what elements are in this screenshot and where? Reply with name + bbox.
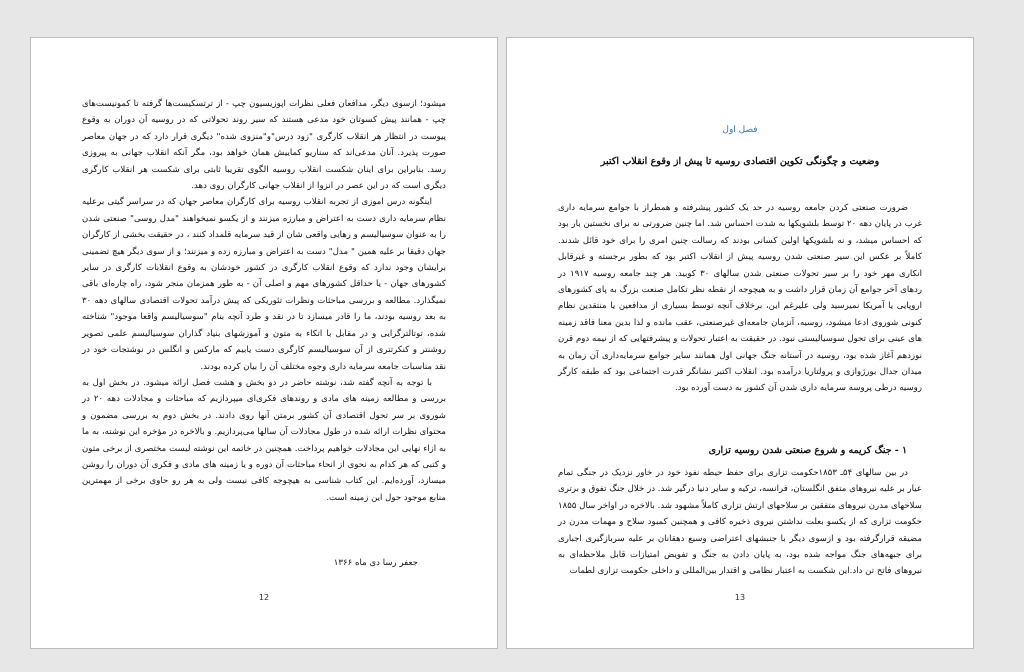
paragraph: اینگونه درس اموزی از تجربه انقلاب روسیه برای کارگران معاصر جهان که در سراسر گیتی برعلیه نظام سرمایه داری دست به اعتراض و مبارزه میزنند و از یکسو نمیخواهند "مدل روسی" صنعتی شدن را به عنوان سوسیالیسم و رهایی واقعی شان از قید سرمایه قلمداد کنند ، در حقیقت بخشی از کارگران جهان دقیقا بر علیه همین " مدل" دست به اعتراض و مبارزه زده و میزنند؛ و از سوی دیگر هیچ تضمینی برایشان وجود ندارد که وقوع انقلاب کارگری در کشور خودشان به وقوع انقلابات کارگری در سایر کشورهای جهان - یا حداقل کشورهای مهم و اصلی آن - به طور همزمان منجر شود، راه چاره‌ای باقی نمیگذارد. مطالعه و بررسی مباحثات ونظرات تئوریکی که پیش درآمد تحولات اقتصادی سالهای دهه ۳۰ به بعد روسیه بودند، ما را قادر میسازد تا در نقد و طرد آنچه بنام "سوسیالیسم واقعا موجود" شناخته شده، توتالترگرایی و در مقابل با اتکاء به متون و آموزشهای بنیاد گذاران سوسیالیسم علمی تصویر روشنتر و کنکرتتری از آن سوسیالیسم کارگری دست یابیم که مارکس و انگلس در نوشتجات خود در نقد مناسبات جامعه سرمایه داری وجوه مختلف آن را بیان کرده بودند. [82, 197, 446, 372]
chapter-intro [558, 200, 922, 397]
section-body [558, 465, 922, 580]
page-number: 12 [258, 593, 270, 602]
paragraph: با توجه به آنچه گفته شد، نوشته حاضر در دو بخش و هشت فصل ارائه میشود. در بخش اول به بررسی و مطالعه زمینه های مادی و روندهای فکری‌ای میپردازیم که مباحثات و مجادلات دهه ۲۰ در شوروی بر سر تحول اقتصادی آن کشور برمتن آنها روی دادند. در بخش دوم به بررسی مضمون و محتوای نظرات ارائه شده در طول مجادلات آن سالها می‌پردازیم. و بالاخره در مؤخره این نوشته، به ما به ازاء نهایی این مجادلات خواهیم پرداخت. همچنین در خاتمه این نوشته لیست مختصری از برخی متون و کتبی که هر کدام به نحوی از انحاء مباحثات آن دوره و یا زمینه های مادی و فکری آن دوران را روشن میسازد، آورده‌ایم. این کتاب شناسی به هیچوجه کافی نیست ولی به هر رو حاوی برخی از مهمترین منابع موجود حول این زمینه است. [82, 377, 446, 503]
chapter-title: وضعیت و چگونگی تکوین اقتصادی روسیه تا پیش از وقوع انقلاب اکتبر [600, 156, 880, 167]
paragraph: میشود؛ ازسوی دیگر، مدافعان فعلی نظرات اپوزیسیون چپ - از ترتسکیست‌ها گرفته تا کمونیست‌های چپ - همانند پیش کسوتان خود مدعی هستند که سیر روند تحولاتی که در روسیه آن دوران به وقوع پیوست در انتظار هر انقلاب کارگری "زود درس"و"منزوی شده" دیگری قرار دارد که در جهان معاصر صورت پذیرد. آنان مدعی‌اند که سناریو کماییش همان خواهد بود، مگر آنکه انقلاب جهانی به پیروزی رسد. بنابراین برای اینان شکست انقلاب روسیه الگوی تقریبا ثابتی برای شکست هر انقلاب کارگری دیگری است که در این عصر در انزوا از انقلاب جهانی کارگران روی دهد. [82, 99, 446, 192]
right-page [506, 37, 974, 649]
page-number: 13 [734, 593, 746, 602]
left-page-body [82, 96, 446, 506]
chapter-label: فصل اول [722, 125, 758, 135]
section-heading: ۱ - جنگ کریمه و شروع صنعتی شدن روسیه تزاری [708, 445, 907, 456]
left-page [30, 37, 498, 649]
paragraph: ضرورت صنعتی کردن جامعه روسیه در حد یک کشور پیشرفته و همطراز با جوامع سرمایه داری غرب در پایان دهه ۲۰ توسط بلشویکها به شدت احساس شد. اما چنین ضرورتی نه برای نخستین بار بود که احساس میشد، و نه بلشویکها اولین کسانی بودند که رسالت چنین امری را برای خود قائل شدند. کاملاً بر عکس این سیر صنعتی شدن روسیه پیش از انقلاب اکتبر بود که بطور برجسته و غیرقابل انکاری مهر خود را بر سیر تحولات صنعتی شدن سالهای ۳۰ کوبید. هر چند جامعه روسیه ۱۹۱۷ در ردهای آخر جوامع آن زمان قرار داشت و به هیچوجه از نقطه نظر تکامل صنعت بزرگ به پای کشورهای اروپایی یا آمریکا نمیرسید ولی علیرغم این، برخلاف آنچه توسط بسیاری از مدافعین یا منتقدین نظام کنونی شوروی ادعا میشود، روسیه، آنزمان جامعه‌ای غیرصنعتی، عقب مانده و لذا بدین معنا فاقد زمینه های عینی برای تحول سوسیالیستی نبود. در حقیقت به اعتبار تحولات و پیشرفتهایی که از نیمه دوم قرن نوزدهم آغاز شده بود، روسیه در آستانه جنگ جهانی اول همانند سایر جوامع سرمایه‌داری آن زمان به میدان جدال بورژوازی و پرولتاریا درآمده بود. انقلاب اکتبر نشانگر قدرت اجتماعی بود که طبقه کارگر روسیه درطی پروسه سرمایه داری شدن آن کشور به دست آورده بود. [558, 203, 923, 394]
paragraph: در بین سالهای ۵۴ـ ۱۸۵۳حکومت تزاری برای حفظ حیطه نفوذ خود در خاور نزدیک در جنگی تمام عیار بر علیه نیروهای متفق انگلستان، فرانسه، ترکیه و سایر دنیا درگیر شد. در خلال جنگ تفوق و برتری سلاحهای مدرن نیروهای متفقین بر سلاحهای ارتش تزاری کاملاً مشهود شد. بالاخره در اواخر سال ۱۸۵۵ حکومت تزاری که از یکسو بعلت نداشتن نیروی ذخیره کافی و همچنین کمبود سلاح و مهمات مدرن در مضیقه قرارگرفته بود و ازسوی دیگر با جنبشهای اعتراضی وسیع دهقانان بر علیه سربازگیری اجباری برای جبهه‌های جنگ مواجه شده بود، به پایان دادن به جنگ و تفویض امتیازات قابل ملاحظه‌ای به نیروهای فاتح تن داد.این شکست به اعتبار نظامی و اقتدار بین‌المللی و داخلی حکومت تزاری لطمات [558, 468, 922, 577]
author-signature-line: جعفر رسا دی ماه ۱۳۶۶ [333, 558, 418, 568]
